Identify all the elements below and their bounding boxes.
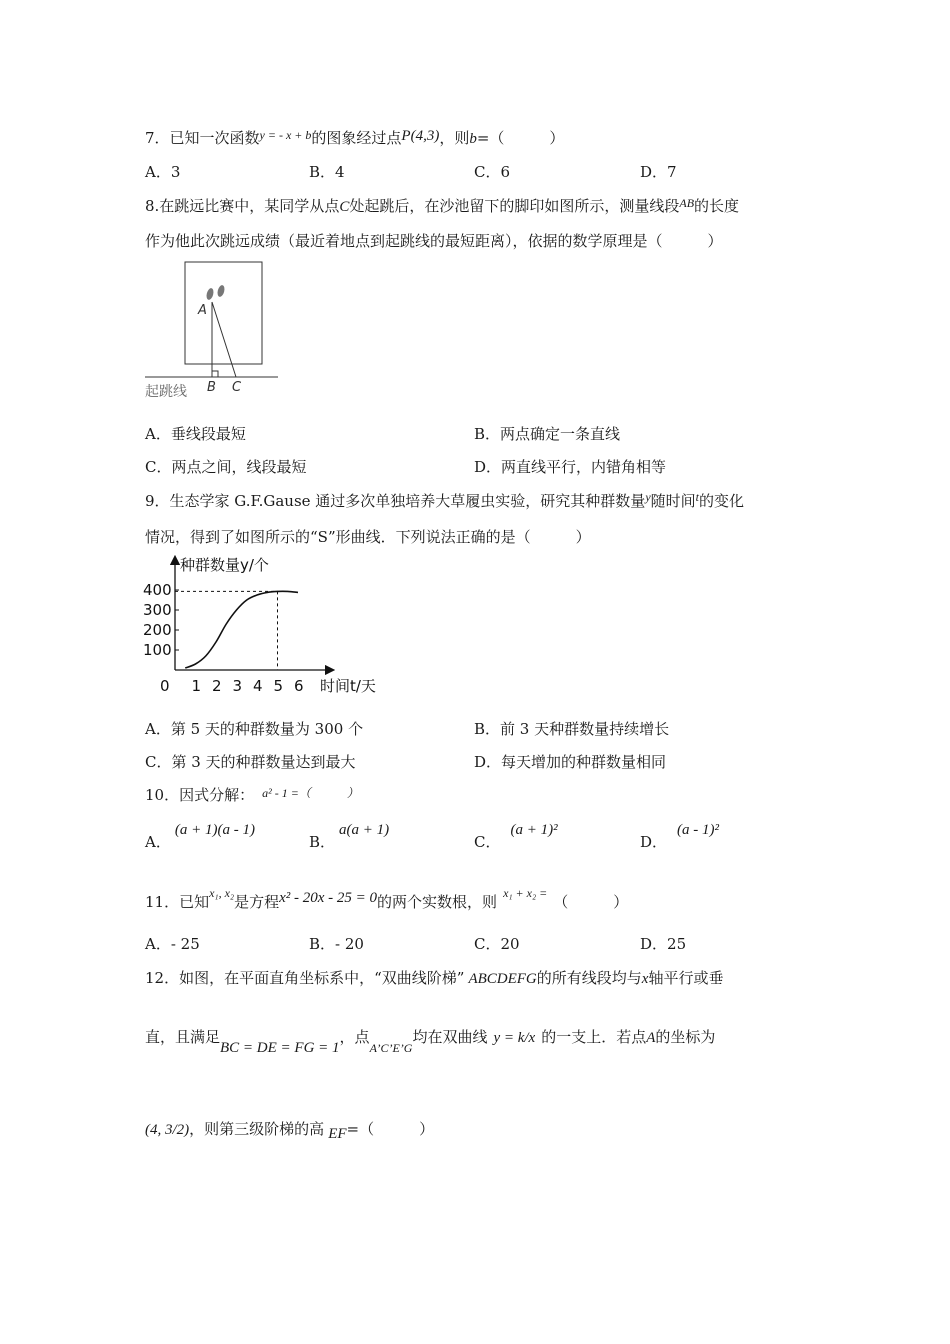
q12-line1b: 的所有线段均与 — [536, 969, 642, 987]
q12-line2e: 的坐标为 — [655, 1028, 716, 1046]
q11-option-a[interactable]: A．- 25 — [145, 935, 200, 953]
q9-var-y: y — [645, 490, 651, 504]
q10-expr: a² - 1 =（ ） — [262, 786, 359, 800]
q12-line2b: ，点 — [339, 1028, 370, 1046]
label-b: B — [207, 380, 216, 395]
q8-option-b[interactable]: B．两点确定一条直线 — [474, 425, 621, 443]
segment-ac — [212, 302, 236, 377]
q10-option-c[interactable] — [474, 818, 558, 851]
q10-option-d-label: D． — [640, 833, 668, 851]
q11-option-b[interactable]: B．- 20 — [309, 935, 364, 953]
q8-line1c: 的长度 — [694, 197, 740, 215]
q12-pts: A’C’E’G — [369, 1041, 413, 1055]
q12-hyper: y = k/x — [493, 1030, 536, 1046]
q12-line1 — [145, 967, 723, 988]
q11-num: 11．已知 — [145, 893, 210, 911]
q9-line1 — [145, 490, 744, 511]
y-tick-label: 300 — [143, 601, 172, 619]
x-tick-label: 5 — [273, 677, 284, 695]
x-tick-label: 2 — [212, 677, 222, 695]
q10-stem-text: 10．因式分解： — [145, 786, 255, 804]
q12-line1c: 轴平行或垂 — [648, 969, 724, 987]
q7-point: P(4,3) — [401, 128, 440, 144]
sandpit — [185, 262, 262, 364]
q11-option-c[interactable]: C．20 — [474, 935, 520, 953]
x-tick-label: 3 — [232, 677, 243, 695]
q11-sum: x₁ + x₂ = — [503, 886, 548, 900]
q11-option-d[interactable]: D．25 — [640, 935, 687, 953]
q11-eq: x² - 20x - 25 = 0 — [279, 890, 378, 906]
q9-var-t: t — [695, 490, 699, 504]
q7-mid2: ，则 — [439, 129, 470, 147]
label-a: A — [198, 303, 207, 318]
x-axis-label: 时间t/天 — [320, 677, 376, 695]
q12-line2c: 均在双曲线 — [412, 1028, 488, 1046]
footprint-left — [205, 287, 214, 300]
q7-option-a[interactable]: A．3 — [145, 163, 181, 181]
q8-option-a[interactable]: A．垂线段最短 — [145, 425, 246, 443]
y-axis-label: 种群数量y/个 — [180, 556, 269, 574]
q12-line2d: 的一支上．若点 — [541, 1028, 647, 1046]
q10-option-b-label: B． — [309, 833, 336, 851]
q8-line1 — [145, 195, 739, 216]
q10-option-a-value: (a + 1)(a - 1) — [174, 822, 255, 838]
q10-option-a[interactable] — [145, 818, 255, 851]
q12-line3-tail: =（ ） — [346, 1120, 435, 1138]
population-chart — [140, 550, 390, 700]
q9-line2: 情况，得到了如图所示的“S”形曲线．下列说法正确的是（ ） — [145, 528, 591, 546]
x-tick-label: 4 — [253, 677, 263, 695]
x-tick-label: 6 — [294, 677, 304, 695]
q12-name: ABCDEFG — [468, 971, 537, 987]
q8-line2: 作为他此次跳远成绩（最近着地点到起跳线的最短距离），依据的数学原理是（ ） — [145, 232, 723, 250]
x-tick-label: 1 — [191, 677, 202, 695]
q12-cond: BC = DE = FG = 1 — [220, 1040, 340, 1056]
q12-axis: x — [641, 971, 649, 987]
y-tick-label: 200 — [143, 621, 172, 639]
q10-option-a-label: A． — [145, 833, 171, 851]
q10-option-d-value: (a - 1)² — [677, 822, 720, 838]
q7-mid: 的图象经过点 — [311, 129, 402, 147]
q10-option-c-label: C． — [474, 833, 501, 851]
q11-tail: （ ） — [553, 893, 629, 911]
q12-line3-text: ，则第三级阶梯的高 — [189, 1120, 325, 1138]
y-tick-label: 100 — [143, 641, 172, 659]
q8-option-c[interactable]: C．两点之间，线段最短 — [145, 458, 307, 476]
q10-stem — [145, 784, 359, 805]
q7-var: b — [469, 131, 477, 147]
q8-figure — [140, 257, 290, 407]
q9-option-c[interactable]: C．第 3 天的种群数量达到最大 — [145, 753, 356, 771]
q12-line2a: 直，且满足 — [145, 1028, 221, 1046]
q9-option-b[interactable]: B．前 3 天种群数量持续增长 — [474, 720, 670, 738]
q9-line1c: 的变化 — [699, 492, 745, 510]
origin-label: 0 — [160, 677, 170, 695]
q7-func: y = - x + b — [259, 128, 312, 142]
q7-option-b[interactable]: B．4 — [309, 163, 345, 181]
q12-line3 — [145, 1118, 434, 1143]
q12-ef: EF — [328, 1126, 347, 1142]
guide-lines — [175, 591, 278, 670]
q11-mid: 是方程 — [234, 893, 280, 911]
q12-line1a: 12．如图，在平面直角坐标系中，“双曲线阶梯” — [145, 969, 465, 987]
q9-line1a: 9．生态学家 G.F.Gause 通过多次单独培养大草履虫实验，研究其种群数量 — [145, 492, 646, 510]
q10-option-b[interactable] — [309, 818, 390, 851]
q7-tail: =（ ） — [476, 129, 565, 147]
q8-point-c: C — [339, 199, 350, 215]
q8-line1b: 处起跳后，在沙池留下的脚印如图所示，测量线段 — [349, 197, 680, 215]
q7-option-d[interactable]: D．7 — [640, 163, 677, 181]
q12-point-a: A — [646, 1030, 656, 1046]
y-tick-label: 400 — [143, 581, 172, 599]
q9-line1b: 随时间 — [650, 492, 696, 510]
q8-line1a: 8.在跳远比赛中，某同学从点 — [145, 197, 340, 215]
q11-stem — [145, 886, 628, 912]
q10-option-b-value: a(a + 1) — [339, 822, 390, 838]
label-takeoff: 起跳线 — [145, 384, 187, 400]
footprint-right — [216, 284, 225, 297]
q8-option-d[interactable]: D．两直线平行，内错角相等 — [474, 458, 667, 476]
right-angle-mark — [212, 371, 218, 377]
q8-seg-ab: AB — [679, 196, 695, 210]
q10-option-c-value: (a + 1)² — [510, 822, 558, 838]
s-curve — [185, 591, 298, 668]
q9-option-a[interactable]: A．第 5 天的种群数量为 300 个 — [145, 720, 364, 738]
label-c: C — [232, 380, 242, 395]
q10-option-d[interactable] — [640, 818, 720, 851]
q7-num: 7．已知一次函数 — [145, 129, 260, 147]
q7-option-c[interactable]: C．6 — [474, 163, 511, 181]
q12-coord: (4, 3/2) — [145, 1122, 190, 1138]
q7-stem — [145, 127, 564, 148]
q12-line2 — [145, 1026, 716, 1056]
q9-option-d[interactable]: D．每天增加的种群数量相同 — [474, 753, 667, 771]
q11-mid2: 的两个实数根，则 — [377, 893, 498, 911]
q11-roots: x₁, x₂ — [209, 886, 235, 900]
